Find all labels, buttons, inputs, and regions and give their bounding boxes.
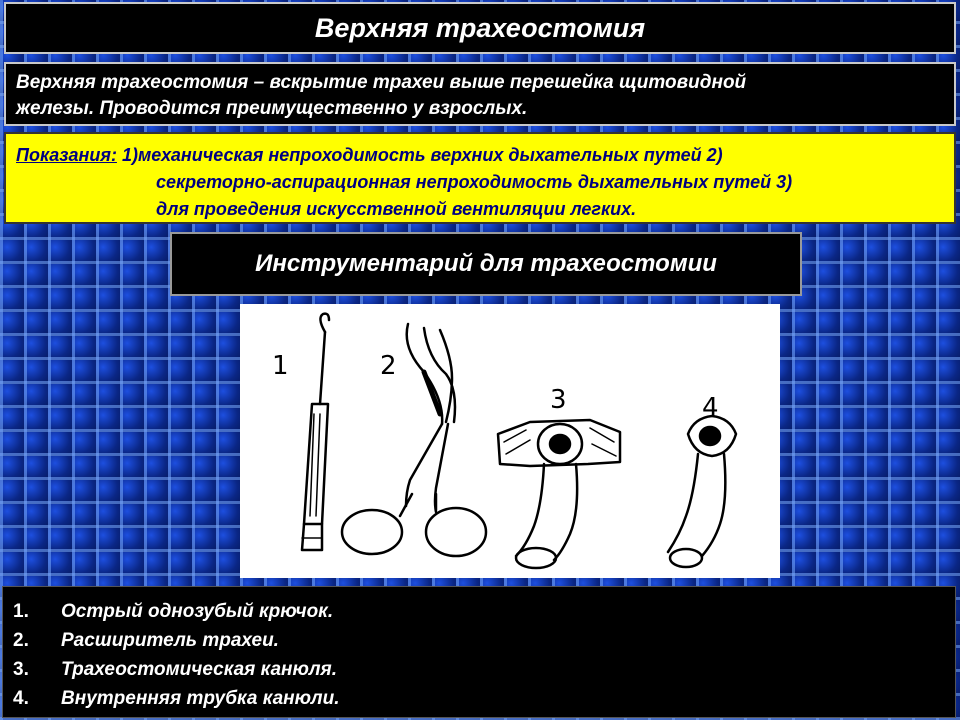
list-item-number: 2. <box>13 630 29 651</box>
tracheostomy-cannula-drawing <box>498 420 620 568</box>
indications-box <box>4 132 956 224</box>
instruments-illustration <box>240 304 780 578</box>
slide-title-banner <box>4 2 956 54</box>
instruments-heading-banner <box>170 232 802 296</box>
list-item-text: Внутренняя трубка канюли. <box>61 688 340 709</box>
list-item <box>13 626 955 655</box>
list-item-number: 4. <box>13 688 29 709</box>
definition-box <box>4 62 956 126</box>
definition-line-2: железы. Проводится преимущественно у взрослых. <box>16 98 528 119</box>
indications-line-1: 1)механическая непроходимость верхних дыхательных путей 2) <box>121 145 723 165</box>
tracheal-dilator-drawing <box>342 324 486 556</box>
list-item-number: 1. <box>13 601 29 622</box>
list-item-text: Расширитель трахеи. <box>61 630 279 651</box>
figure-label-1: 1 <box>272 351 289 381</box>
sharp-hook-drawing <box>302 314 329 550</box>
list-item <box>13 684 955 713</box>
indications-line-3: для проведения искусственной вентиляции легких. <box>156 199 637 219</box>
inner-tube-drawing <box>668 416 736 567</box>
indications-label: Показания: <box>16 145 117 165</box>
slide-title: Верхняя трахеостомия <box>314 12 646 43</box>
instruments-list <box>2 586 956 718</box>
indications-row-1 <box>16 142 944 169</box>
list-item-text: Трахеостомическая канюля. <box>61 659 337 680</box>
figure-label-3: 3 <box>550 385 567 415</box>
indications-line-2: секреторно-аспирационная непроходимость дыхательных путей 3) <box>156 172 793 192</box>
list-item-text: Острый однозубый крючок. <box>61 601 334 622</box>
figure-label-4: 4 <box>702 393 719 423</box>
list-item <box>13 597 955 626</box>
instruments-drawing <box>240 304 780 578</box>
definition-line-1: Верхняя трахеостомия – вскрытие трахеи выше перешейка щитовидной <box>16 72 747 93</box>
figure-label-2: 2 <box>380 351 397 381</box>
instruments-heading: Инструментарий для трахеостомии <box>255 250 717 277</box>
list-item <box>13 655 955 684</box>
list-item-number: 3. <box>13 659 29 680</box>
